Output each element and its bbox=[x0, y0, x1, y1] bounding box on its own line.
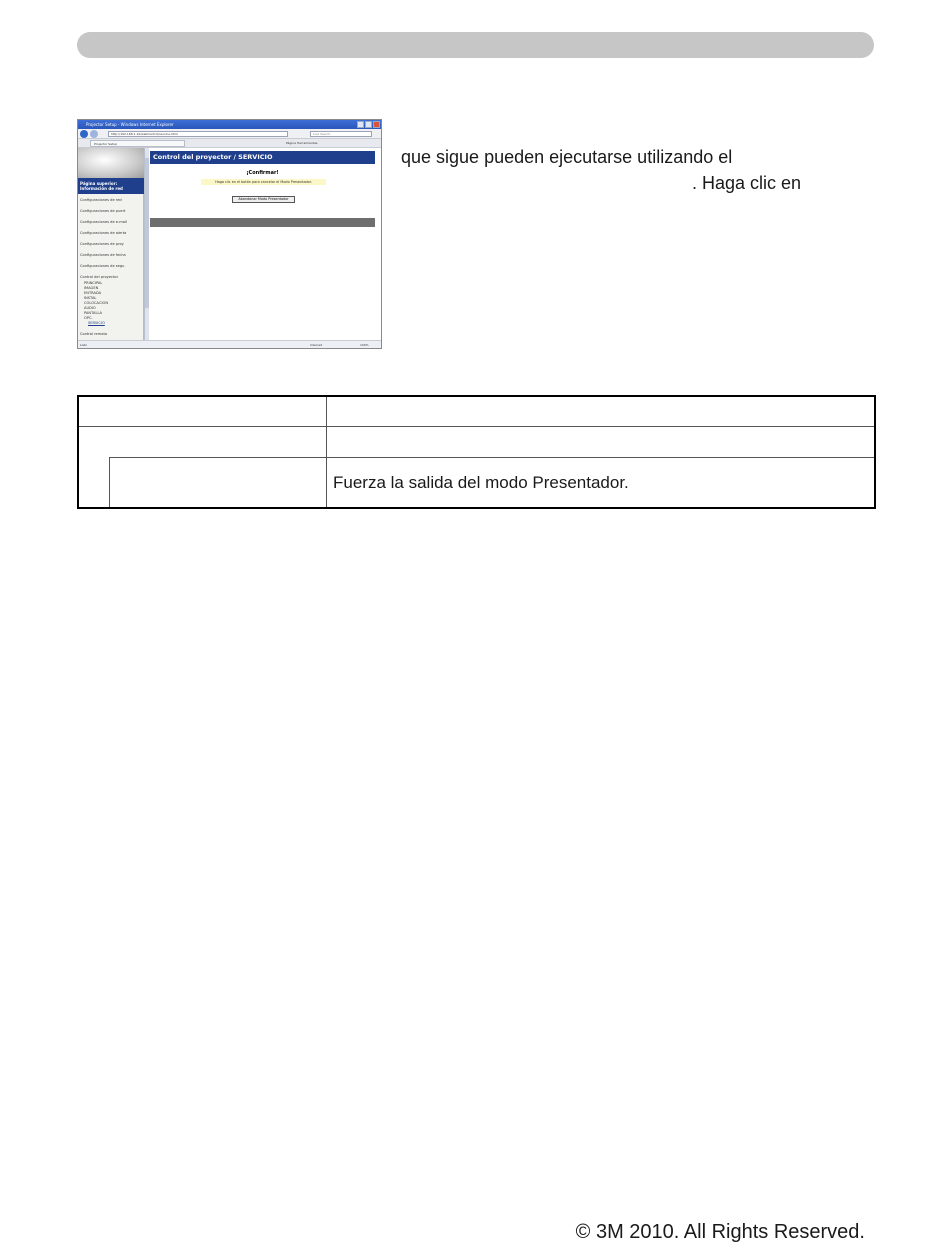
forward-icon bbox=[90, 130, 98, 138]
screenshot-sidebar bbox=[78, 148, 144, 340]
close-icon bbox=[373, 121, 380, 128]
settings-table bbox=[77, 395, 876, 509]
sidebar-link: Configuraciones de e-mail bbox=[80, 220, 128, 224]
header-bar bbox=[77, 32, 874, 58]
sidebar-link: Configuraciones de puert bbox=[80, 209, 126, 213]
tab-bar bbox=[78, 139, 381, 148]
table-header-divider bbox=[79, 426, 874, 427]
paragraph-line-1: que sigue pueden ejecutarse utilizando el bbox=[401, 147, 733, 167]
content-title: Control del proyector / SERVICIO bbox=[150, 151, 375, 164]
browser-screenshot bbox=[77, 119, 382, 349]
sidebar-top-link: Página superior: Información de red bbox=[78, 178, 144, 194]
sidebar-section-label: Control del proyector bbox=[80, 275, 119, 279]
maximize-icon bbox=[365, 121, 372, 128]
sidebar-link: Control remoto bbox=[80, 332, 108, 336]
browser-tab: Projector Setup bbox=[90, 140, 185, 147]
confirm-note: Haga clic en el botón para cancelar el Modo Presentador. bbox=[201, 179, 326, 185]
address-bar bbox=[78, 129, 381, 139]
minimize-icon bbox=[357, 121, 364, 128]
table-column-divider bbox=[326, 397, 327, 507]
projector-logo-image bbox=[78, 148, 144, 178]
sidebar-link: Configuraciones de segu bbox=[80, 264, 125, 268]
sidebar-link: Configuraciones de alerta bbox=[80, 231, 127, 235]
sidebar-sub-link: INSTAL bbox=[84, 296, 97, 300]
sidebar-sub-link: AUDIO bbox=[84, 306, 96, 310]
address-field: http://192.168.1.10/webControl/service.html bbox=[108, 131, 288, 137]
table-row-divider bbox=[109, 457, 874, 458]
sidebar-sub-link: ENTRADA bbox=[84, 291, 102, 295]
sidebar-sub-link: COLOCACION bbox=[84, 301, 109, 305]
sidebar-sub-link: PANTALLA bbox=[84, 311, 103, 315]
status-text: Listo bbox=[80, 343, 88, 347]
sidebar-sub-link: PRINCIPAL bbox=[84, 281, 103, 285]
sidebar-sub-link: IMAGEN bbox=[84, 286, 99, 290]
status-bar bbox=[78, 340, 381, 349]
back-icon bbox=[80, 130, 88, 138]
content-footer-bar bbox=[150, 218, 375, 227]
paragraph-line-2: . Haga clic en bbox=[692, 173, 802, 193]
status-zone: Internet bbox=[310, 343, 322, 347]
sidebar-link: Configuraciones de red bbox=[80, 198, 122, 202]
sidebar-sub-link: OPC. bbox=[84, 316, 93, 320]
sidebar-link: Configuraciones de proy bbox=[80, 242, 124, 246]
browser-tools: Página Herramientas bbox=[286, 141, 318, 145]
sidebar-link: Configuraciones de fecha bbox=[80, 253, 126, 257]
sidebar-sub-link-selected: SERVICIO bbox=[88, 321, 105, 325]
table-row-description: Fuerza la salida del modo Presentador. bbox=[333, 473, 629, 492]
copyright-footer: © 3M 2010. All Rights Reserved. bbox=[575, 1221, 865, 1243]
abandon-presenter-button: Abandonar Modo Presentador bbox=[232, 196, 295, 203]
table-indent-divider bbox=[109, 457, 110, 507]
search-field: Live Search bbox=[310, 131, 372, 137]
window-controls bbox=[357, 121, 380, 128]
window-title: Projector Setup - Windows Internet Explorer bbox=[86, 122, 174, 127]
status-zoom: 100% bbox=[360, 343, 369, 347]
confirm-heading: ¡Confirmar! bbox=[246, 170, 279, 176]
screenshot-scrollbar bbox=[144, 148, 149, 340]
scrollbar-thumb bbox=[145, 158, 149, 308]
window-titlebar bbox=[78, 120, 381, 129]
